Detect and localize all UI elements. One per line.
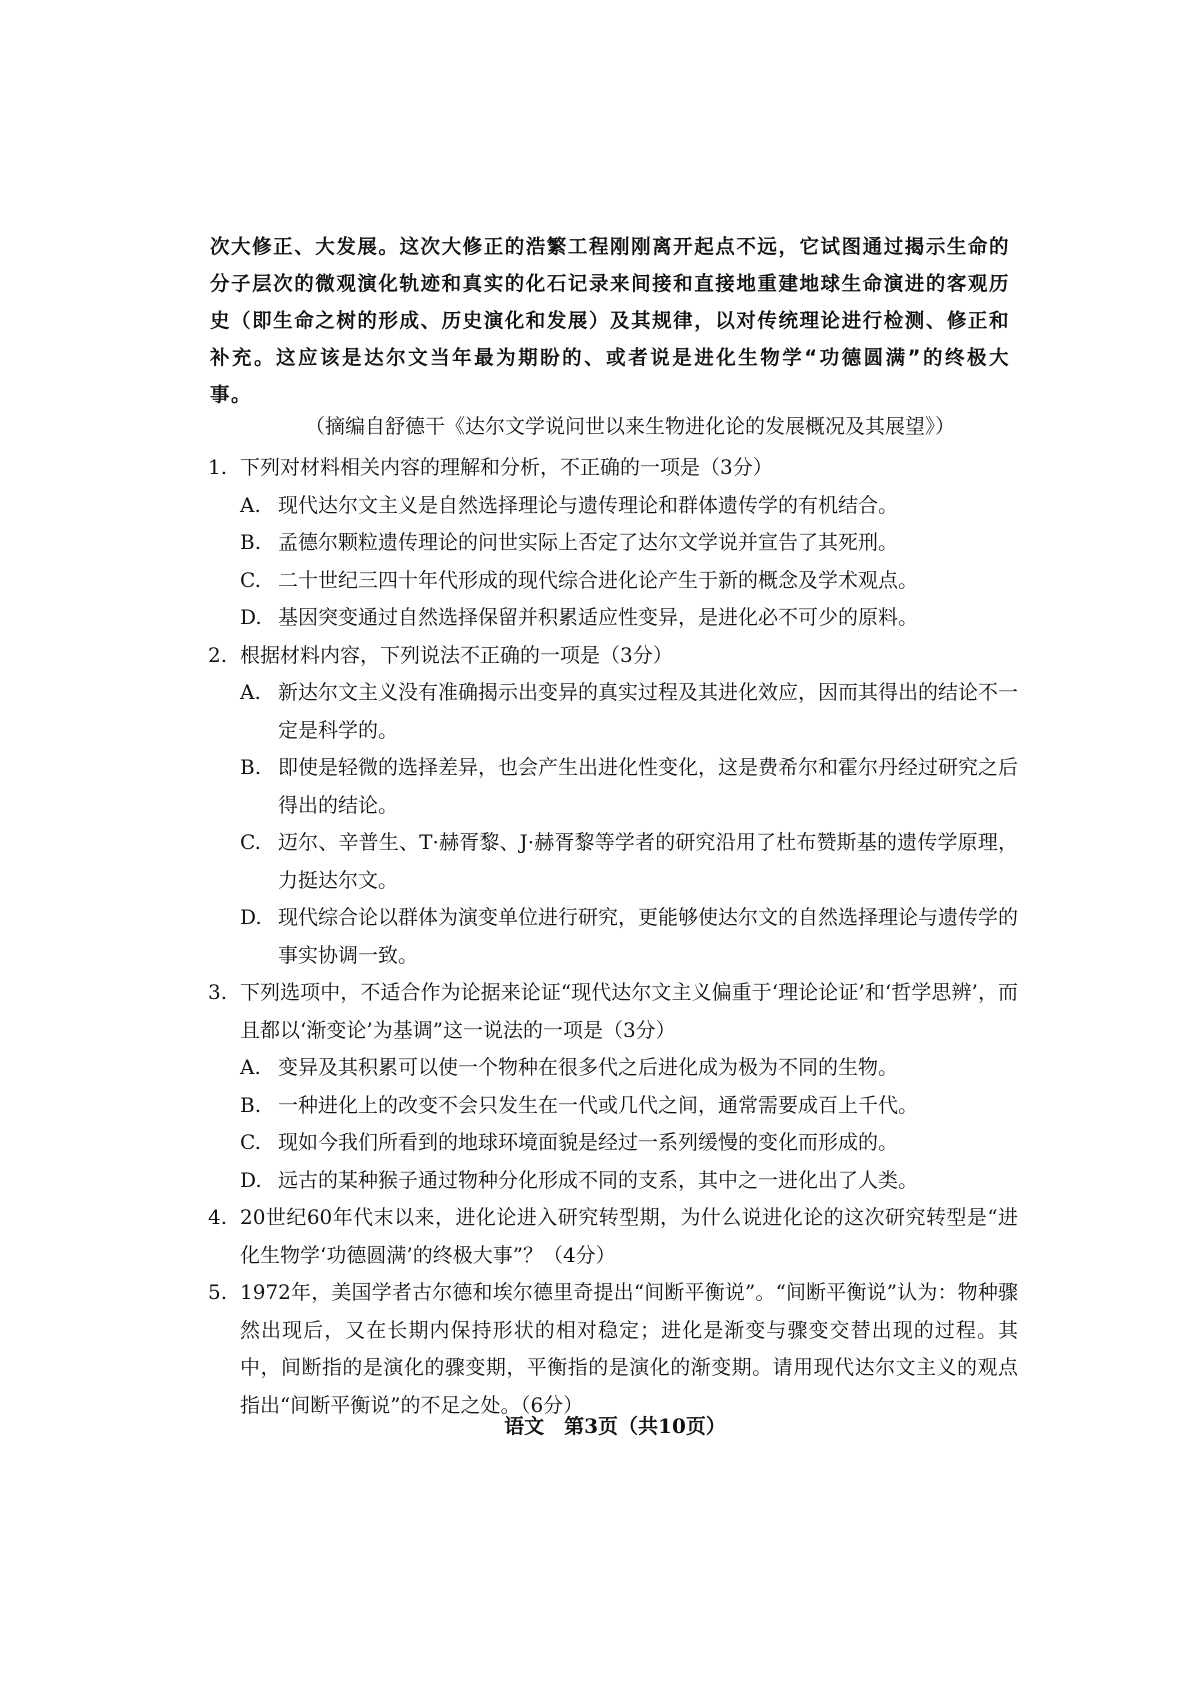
option-text: 现代综合论以群体为演变单位进行研究，更能够使达尔文的自然选择理论与遗传学的事实协调一致。 xyxy=(278,905,1018,967)
option-letter: B. xyxy=(240,1092,262,1117)
option-a xyxy=(208,674,1018,749)
option-text: 一种进化上的改变不会只发生在一代或几代之间，通常需要成百上千代。 xyxy=(278,1092,918,1117)
passage-source: （摘编自舒德干《达尔文学说问世以来生物进化论的发展概况及其展望》） xyxy=(305,414,955,438)
option-letter: B. xyxy=(240,755,262,779)
option-d xyxy=(208,599,1018,637)
option-c xyxy=(208,562,1018,600)
page-footer: 语文 第3页（共10页） xyxy=(504,1414,726,1438)
option-b xyxy=(208,749,1018,824)
option-text: 即使是轻微的选择差异，也会产生出进化性变化，这是费希尔和霍尔丹经过研究之后得出的结论。 xyxy=(278,755,1018,817)
option-text: 现代达尔文主义是自然选择理论与遗传理论和群体遗传学的有机结合。 xyxy=(278,492,898,517)
option-text: 孟德尔颗粒遗传理论的问世实际上否定了达尔文学说并宣告了其死刑。 xyxy=(278,530,898,554)
passage-paragraph: 次大修正、大发展。这次大修正的浩繁工程刚刚离开起点不远，它试图通过揭示生命的分子层次的微观演化轨迹和真实的化石记录来间接和直接地重建地球生命演进的客观历史（即生命之树的形成、历史演化和发展）及其规律，以对传统理论进行检测、修正和补充。这应该是达尔文当年最为期盼的、或者说是进化生物学“功德圆满”的终极大事。 xyxy=(210,235,1010,406)
option-b xyxy=(208,524,1018,562)
question-stem: 根据材料内容，下列说法不正确的一项是（3分） xyxy=(240,642,673,667)
question-list xyxy=(208,449,1018,1424)
option-letter: D. xyxy=(240,605,262,629)
question-2 xyxy=(208,637,1018,975)
question-number: 3. xyxy=(208,980,228,1004)
option-text: 变异及其积累可以使一个物种在很多代之后进化成为极为不同的生物。 xyxy=(278,1055,898,1079)
option-a xyxy=(208,487,1018,525)
option-c xyxy=(208,1124,1018,1162)
option-letter: A. xyxy=(240,1055,261,1079)
option-text: 基因突变通过自然选择保留并积累适应性变异，是进化必不可少的原料。 xyxy=(278,605,918,629)
option-letter: C. xyxy=(240,1130,261,1154)
option-letter: D. xyxy=(240,905,262,929)
question-number: 2. xyxy=(208,642,228,667)
option-letter: A. xyxy=(240,680,261,704)
option-c xyxy=(208,824,1018,899)
option-letter: B. xyxy=(240,530,262,554)
option-d xyxy=(208,1162,1018,1200)
question-number: 1. xyxy=(208,455,228,479)
question-stem: 下列对材料相关内容的理解和分析，不正确的一项是（3分） xyxy=(240,455,773,479)
option-letter: A. xyxy=(240,492,261,517)
option-letter: C. xyxy=(240,567,261,592)
option-text: 新达尔文主义没有准确揭示出变异的真实过程及其进化效应，因而其得出的结论不一定是科学的。 xyxy=(278,680,1018,742)
option-a xyxy=(208,1049,1018,1087)
option-letter: D. xyxy=(240,1167,262,1192)
option-text: 二十世纪三四十年代形成的现代综合进化论产生于新的概念及学术观点。 xyxy=(278,567,918,592)
question-stem: 20世纪60年代末以来，进化论进入研究转型期，为什么说进化论的这次研究转型是“进化生物学‘功德圆满’的终极大事”？（4分） xyxy=(240,1205,1018,1267)
question-5 xyxy=(208,1274,1018,1424)
question-number: 5. xyxy=(208,1280,228,1304)
question-4 xyxy=(208,1199,1018,1274)
question-stem: 下列选项中，不适合作为论据来论证“现代达尔文主义偏重于‘理论论证’和‘哲学思辨’，而且都以‘渐变论’为基调”这一说法的一项是（3分） xyxy=(240,980,1018,1042)
reading-passage xyxy=(210,228,1010,413)
question-3 xyxy=(208,974,1018,1199)
option-b xyxy=(208,1087,1018,1125)
option-letter: C. xyxy=(240,830,261,854)
option-text: 迈尔、辛普生、T·赫胥黎、J·赫胥黎等学者的研究沿用了杜布赞斯基的遗传学原理，力挺达尔文。 xyxy=(278,830,1018,892)
option-text: 现如今我们所看到的地球环境面貌是经过一系列缓慢的变化而形成的。 xyxy=(278,1130,898,1154)
question-number: 4. xyxy=(208,1205,228,1229)
option-text: 远古的某种猴子通过物种分化形成不同的支系，其中之一进化出了人类。 xyxy=(278,1167,918,1192)
option-d xyxy=(208,899,1018,974)
question-1 xyxy=(208,449,1018,637)
question-stem: 1972年，美国学者古尔德和埃尔德里奇提出“间断平衡说”。“间断平衡说”认为：物种骤然出现后，又在长期内保持形状的相对稳定；进化是渐变与骤变交替出现的过程。其中，间断指的是演化的骤变期，平衡指的是演化的渐变期。请用现代达尔文主义的观点指出“间断平衡说”的不足之处。（6分） xyxy=(240,1280,1018,1417)
